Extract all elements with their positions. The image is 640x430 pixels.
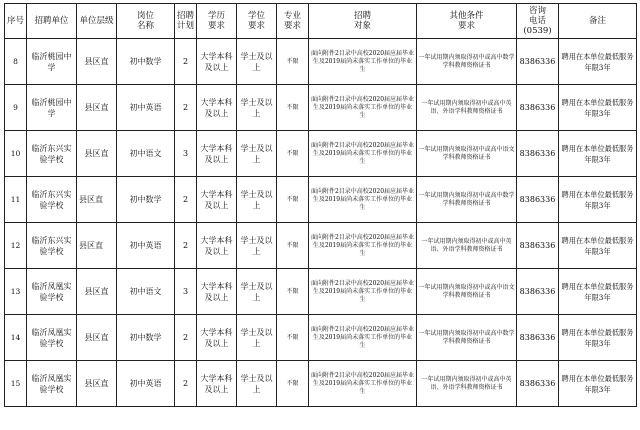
cell-major: 不限 [277, 223, 309, 269]
cell-unit: 临沂凤凰实验学校 [27, 361, 77, 407]
cell-target: 面向附件2目录中高校2020届应届毕业生及2019届尚未落实工作单位的毕业生 [309, 131, 417, 177]
cell-seq: 9 [5, 85, 27, 131]
cell-edu: 大学本科及以上 [197, 85, 237, 131]
cell-unit: 临沂东兴实验学校 [27, 131, 77, 177]
recruitment-table [4, 3, 637, 407]
cell-major: 不限 [277, 269, 309, 315]
cell-major: 不限 [277, 131, 309, 177]
cell-phone: 8386336 [517, 269, 559, 315]
cell-target: 面向附件2目录中高校2020届应届毕业生及2019届尚未落实工作单位的毕业生 [309, 315, 417, 361]
cell-level: 县区直 [77, 85, 117, 131]
header-edu: 学历 要求 [197, 4, 237, 39]
cell-remark: 聘用在本单位最低服务年限3年 [559, 269, 637, 315]
cell-other: 一年试用期内须取得初中或高中英语、外语学科教师资格证书 [417, 85, 517, 131]
cell-target: 面向附件2目录中高校2020届应届毕业生及2019届尚未落实工作单位的毕业生 [309, 269, 417, 315]
cell-degree: 学士及以上 [237, 39, 277, 85]
cell-plan: 2 [175, 85, 197, 131]
cell-degree: 学士及以上 [237, 177, 277, 223]
cell-major: 不限 [277, 177, 309, 223]
cell-unit: 临沂东兴实验学校 [27, 177, 77, 223]
cell-edu: 大学本科及以上 [197, 177, 237, 223]
cell-unit: 临沂凤凰实验学校 [27, 269, 77, 315]
cell-phone: 8386336 [517, 315, 559, 361]
cell-remark: 聘用在本单位最低服务年限3年 [559, 361, 637, 407]
header-degree: 学位 要求 [237, 4, 277, 39]
cell-plan: 3 [175, 131, 197, 177]
table-row [5, 361, 637, 407]
cell-degree: 学士及以上 [237, 361, 277, 407]
cell-unit: 临沂桃园中学 [27, 85, 77, 131]
cell-degree: 学士及以上 [237, 85, 277, 131]
header-row [5, 4, 637, 39]
header-other: 其他条件 要求 [417, 4, 517, 39]
cell-edu: 大学本科及以上 [197, 223, 237, 269]
header-remark: 备注 [559, 4, 637, 39]
header-target: 招聘 对象 [309, 4, 417, 39]
cell-plan: 2 [175, 315, 197, 361]
cell-remark: 聘用在本单位最低服务年限3年 [559, 131, 637, 177]
cell-edu: 大学本科及以上 [197, 131, 237, 177]
cell-phone: 8386336 [517, 361, 559, 407]
cell-target: 面向附件2目录中高校2020届应届毕业生及2019届尚未落实工作单位的毕业生 [309, 39, 417, 85]
cell-target: 面向附件2目录中高校2020届应届毕业生及2019届尚未落实工作单位的毕业生 [309, 177, 417, 223]
cell-seq: 8 [5, 39, 27, 85]
cell-unit: 临沂东兴实验学校 [27, 223, 77, 269]
cell-major: 不限 [277, 85, 309, 131]
cell-post: 初中数学 [117, 39, 175, 85]
table-row [5, 39, 637, 85]
header-plan: 招聘 计划 [175, 4, 197, 39]
cell-remark: 聘用在本单位最低服务年限3年 [559, 85, 637, 131]
cell-phone: 8386336 [517, 223, 559, 269]
cell-plan: 2 [175, 223, 197, 269]
cell-seq: 12 [5, 223, 27, 269]
cell-seq: 13 [5, 269, 27, 315]
cell-phone: 8386336 [517, 39, 559, 85]
cell-other: 一年试用期内须取得初中或高中英语、外语学科教师资格证书 [417, 223, 517, 269]
cell-phone: 8386336 [517, 177, 559, 223]
cell-degree: 学士及以上 [237, 269, 277, 315]
cell-edu: 大学本科及以上 [197, 269, 237, 315]
cell-remark: 聘用在本单位最低服务年限3年 [559, 177, 637, 223]
cell-plan: 2 [175, 39, 197, 85]
cell-major: 不限 [277, 315, 309, 361]
table-row [5, 315, 637, 361]
cell-target: 面向附件2目录中高校2020届应届毕业生及2019届尚未落实工作单位的毕业生 [309, 361, 417, 407]
cell-major: 不限 [277, 361, 309, 407]
cell-remark: 聘用在本单位最低服务年限3年 [559, 39, 637, 85]
cell-plan: 3 [175, 269, 197, 315]
cell-seq: 10 [5, 131, 27, 177]
cell-seq: 11 [5, 177, 27, 223]
cell-plan: 2 [175, 177, 197, 223]
header-post: 岗位 名称 [117, 4, 175, 39]
cell-level: 县区直 [77, 177, 117, 223]
table-row [5, 223, 637, 269]
cell-level: 县区直 [77, 131, 117, 177]
cell-unit: 临沂凤凰实验学校 [27, 315, 77, 361]
table-row [5, 177, 637, 223]
cell-target: 面向附件2目录中高校2020届应届毕业生及2019届尚未落实工作单位的毕业生 [309, 223, 417, 269]
header-phone: 咨询 电话 (0539) [517, 4, 559, 39]
cell-phone: 8386336 [517, 131, 559, 177]
table-row [5, 269, 637, 315]
header-level: 单位层级 [77, 4, 117, 39]
cell-plan: 2 [175, 361, 197, 407]
cell-phone: 8386336 [517, 85, 559, 131]
cell-other: 一年试用期内须取得初中或高中数学学科教师资格证书 [417, 177, 517, 223]
cell-other: 一年试用期内须取得初中或高中英语、外语学科教师资格证书 [417, 361, 517, 407]
cell-remark: 聘用在本单位最低服务年限3年 [559, 315, 637, 361]
cell-level: 县区直 [77, 39, 117, 85]
cell-post: 初中英语 [117, 85, 175, 131]
header-major: 专业 要求 [277, 4, 309, 39]
cell-target: 面向附件2目录中高校2020届应届毕业生及2019届尚未落实工作单位的毕业生 [309, 85, 417, 131]
cell-level: 县区直 [77, 269, 117, 315]
cell-seq: 14 [5, 315, 27, 361]
cell-post: 初中数学 [117, 177, 175, 223]
cell-degree: 学士及以上 [237, 131, 277, 177]
cell-other: 一年试用期内须取得初中或高中语文学科教师资格证书 [417, 131, 517, 177]
cell-degree: 学士及以上 [237, 223, 277, 269]
cell-post: 初中语文 [117, 131, 175, 177]
header-seq: 序号 [5, 4, 27, 39]
cell-edu: 大学本科及以上 [197, 315, 237, 361]
cell-post: 初中数学 [117, 315, 175, 361]
cell-edu: 大学本科及以上 [197, 361, 237, 407]
cell-other: 一年试用期内须取得初中或高中数学学科教师资格证书 [417, 39, 517, 85]
table-row [5, 85, 637, 131]
cell-level: 县区直 [77, 223, 117, 269]
header-unit: 招聘单位 [27, 4, 77, 39]
cell-level: 县区直 [77, 315, 117, 361]
cell-other: 一年试用期内须取得初中或高中数学学科教师资格证书 [417, 315, 517, 361]
table-row [5, 131, 637, 177]
cell-unit: 临沂桃园中学 [27, 39, 77, 85]
cell-remark: 聘用在本单位最低服务年限3年 [559, 223, 637, 269]
cell-post: 初中英语 [117, 361, 175, 407]
cell-level: 县区直 [77, 361, 117, 407]
recruitment-table-container [4, 3, 636, 407]
cell-other: 一年试用期内须取得初中或高中语文学科教师资格证书 [417, 269, 517, 315]
cell-major: 不限 [277, 39, 309, 85]
cell-edu: 大学本科及以上 [197, 39, 237, 85]
cell-seq: 15 [5, 361, 27, 407]
cell-post: 初中英语 [117, 223, 175, 269]
cell-degree: 学士及以上 [237, 315, 277, 361]
cell-post: 初中语文 [117, 269, 175, 315]
